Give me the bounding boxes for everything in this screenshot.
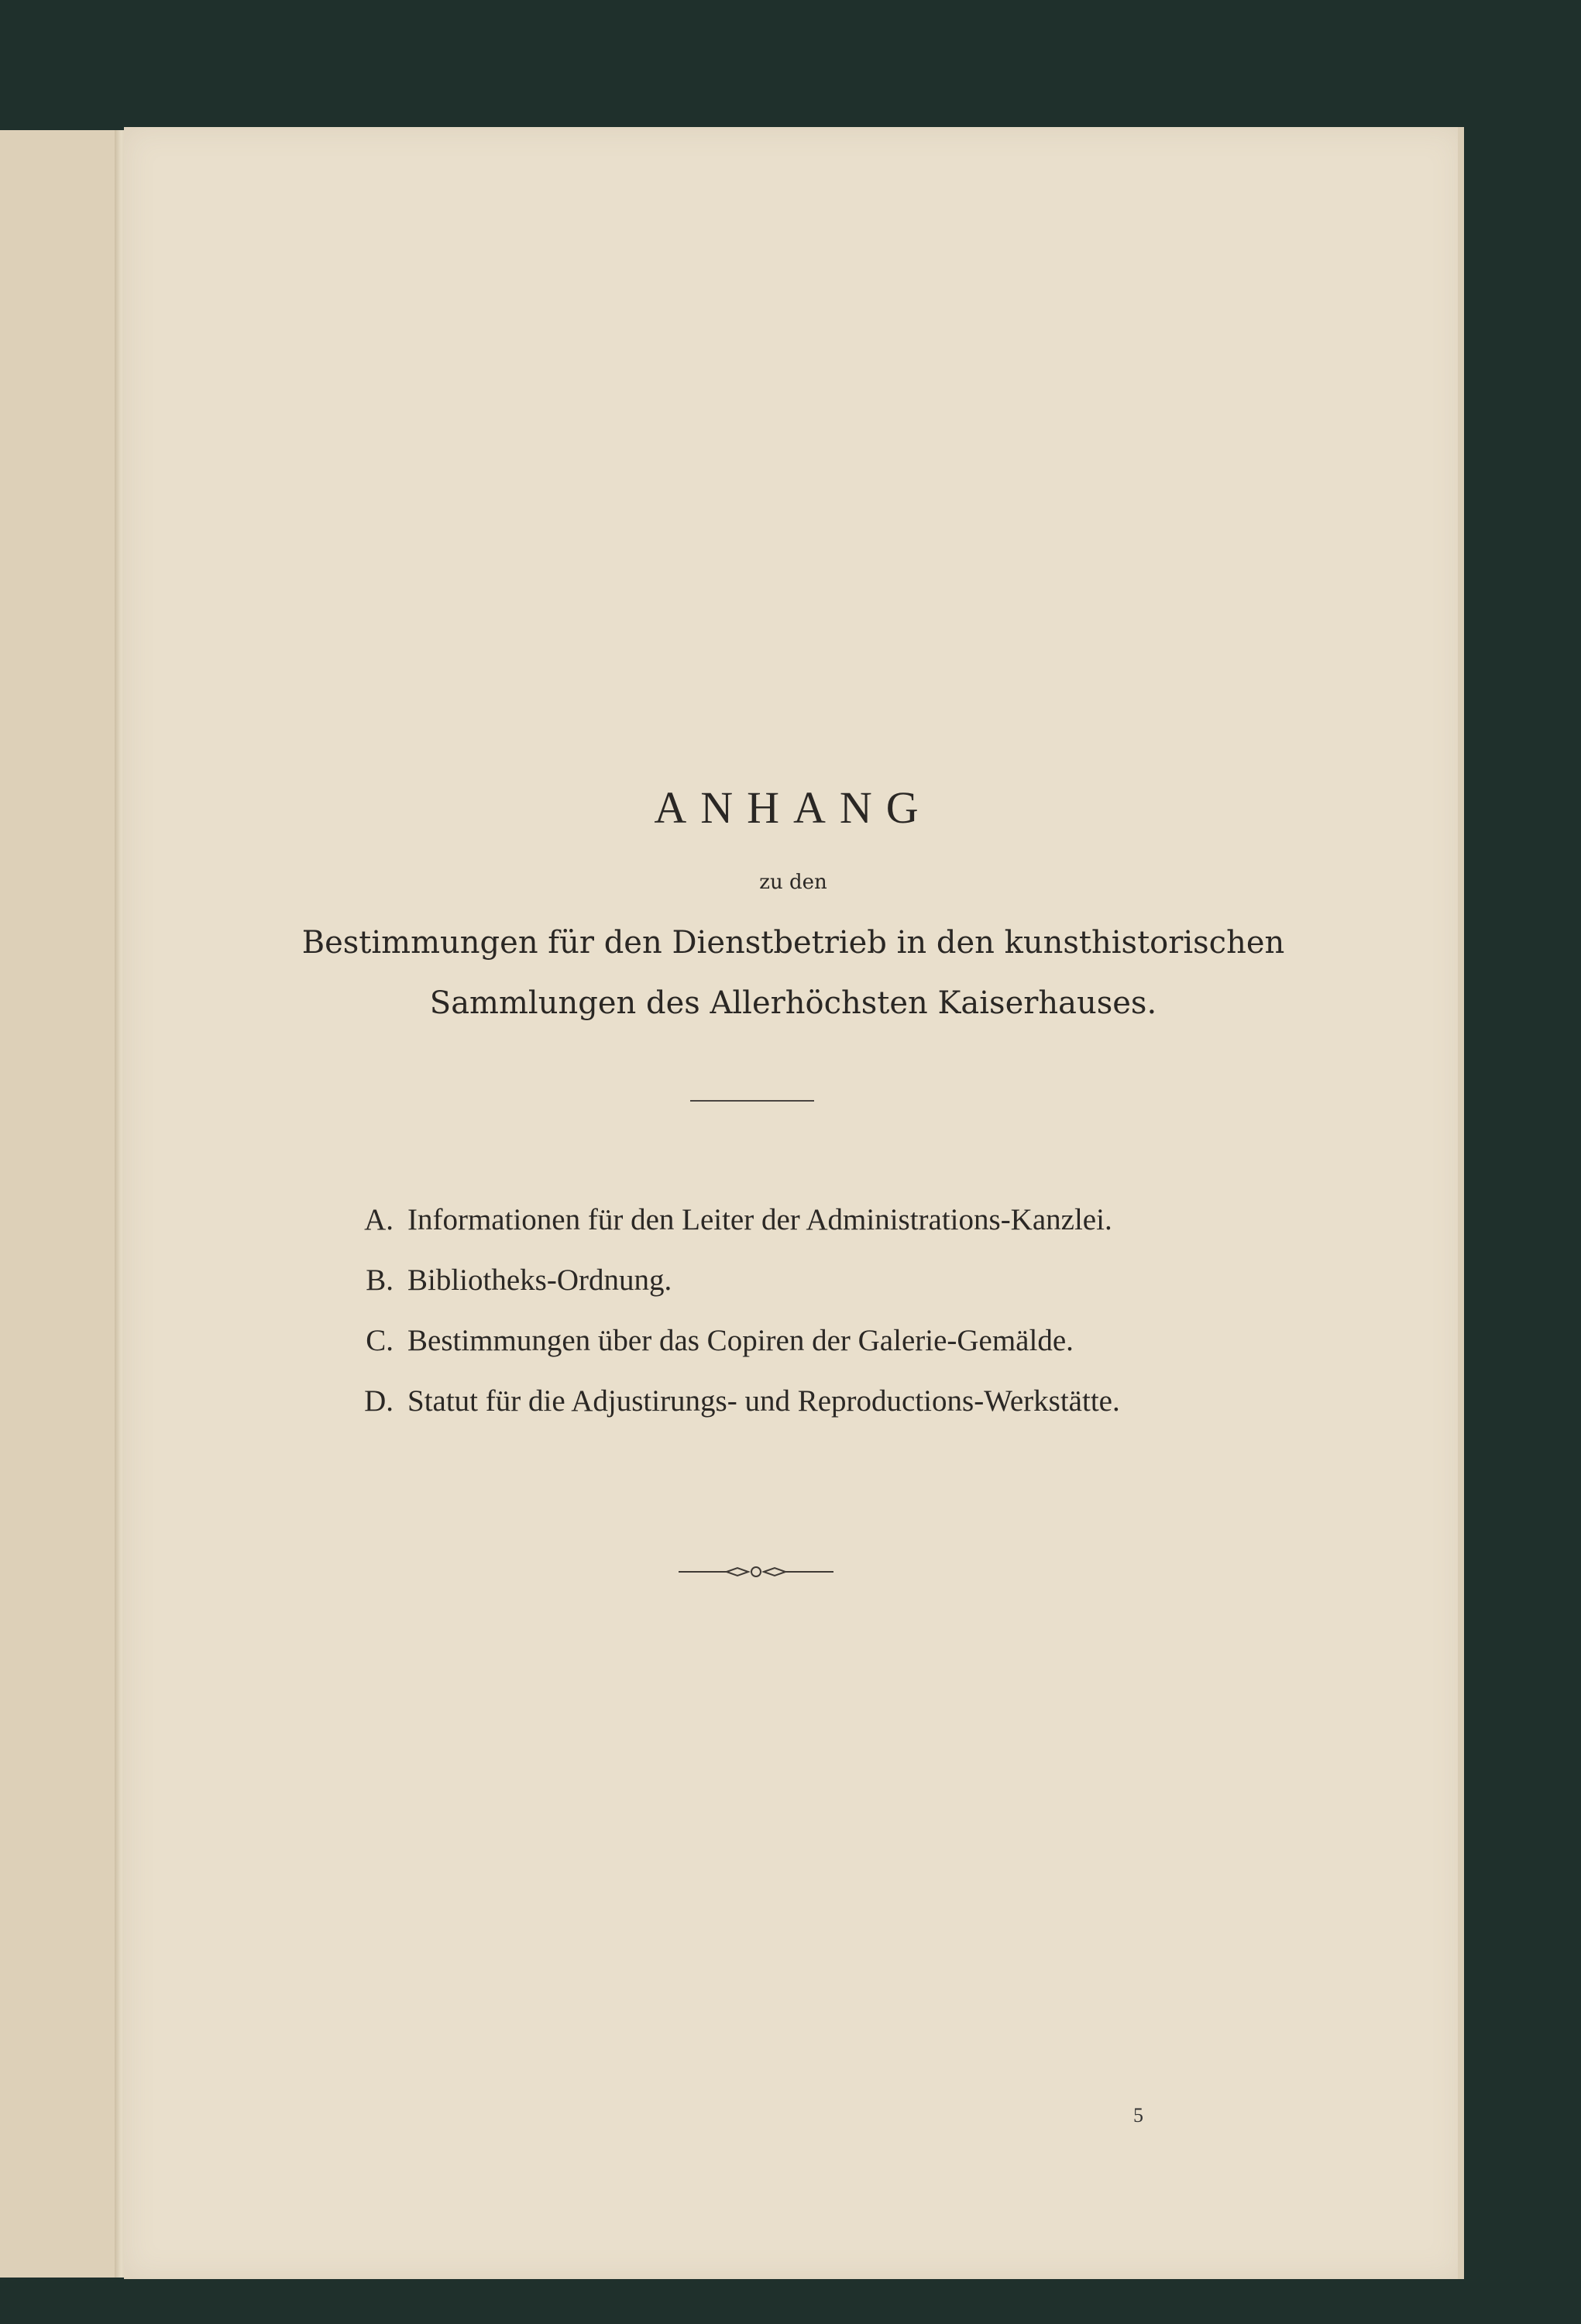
contents-text: Bibliotheks-Ordnung. — [407, 1263, 672, 1297]
contents-letter: B. — [366, 1263, 394, 1297]
contents-text: Statut für die Adjustirungs- und Reproductions-Werkstätte. — [407, 1384, 1120, 1418]
left-page-edge — [0, 130, 124, 2278]
contents-text: Informationen für den Leiter der Administrations-Kanzlei. — [407, 1203, 1112, 1236]
document-page — [124, 127, 1462, 2279]
heading-line-1: Bestimmungen für den Dienstbetrieb in den kunsthistorischen — [301, 925, 1285, 961]
page-number: 5 — [1133, 2104, 1143, 2126]
heading-line-2: Sammlungen des Allerhöchsten Kaiserhauses. — [429, 985, 1157, 1021]
contents-letter: A. — [364, 1203, 394, 1236]
decorative-ornament-icon — [679, 1560, 833, 1583]
right-page-edge — [1458, 127, 1464, 2279]
contents-item-a — [341, 1202, 1120, 1263]
contents-letter: D. — [364, 1384, 394, 1418]
contents-letter: C. — [366, 1324, 394, 1357]
separator-rule — [690, 1100, 814, 1102]
contents-item-c — [341, 1323, 1120, 1384]
contents-item-b — [341, 1263, 1120, 1323]
contents-item-d — [341, 1384, 1120, 1444]
contents-list — [341, 1202, 1120, 1444]
appendix-subtitle: zu den — [759, 871, 827, 894]
appendix-title: ANHANG — [654, 782, 933, 833]
contents-text: Bestimmungen über das Copiren der Galerie-Gemälde. — [407, 1324, 1074, 1357]
